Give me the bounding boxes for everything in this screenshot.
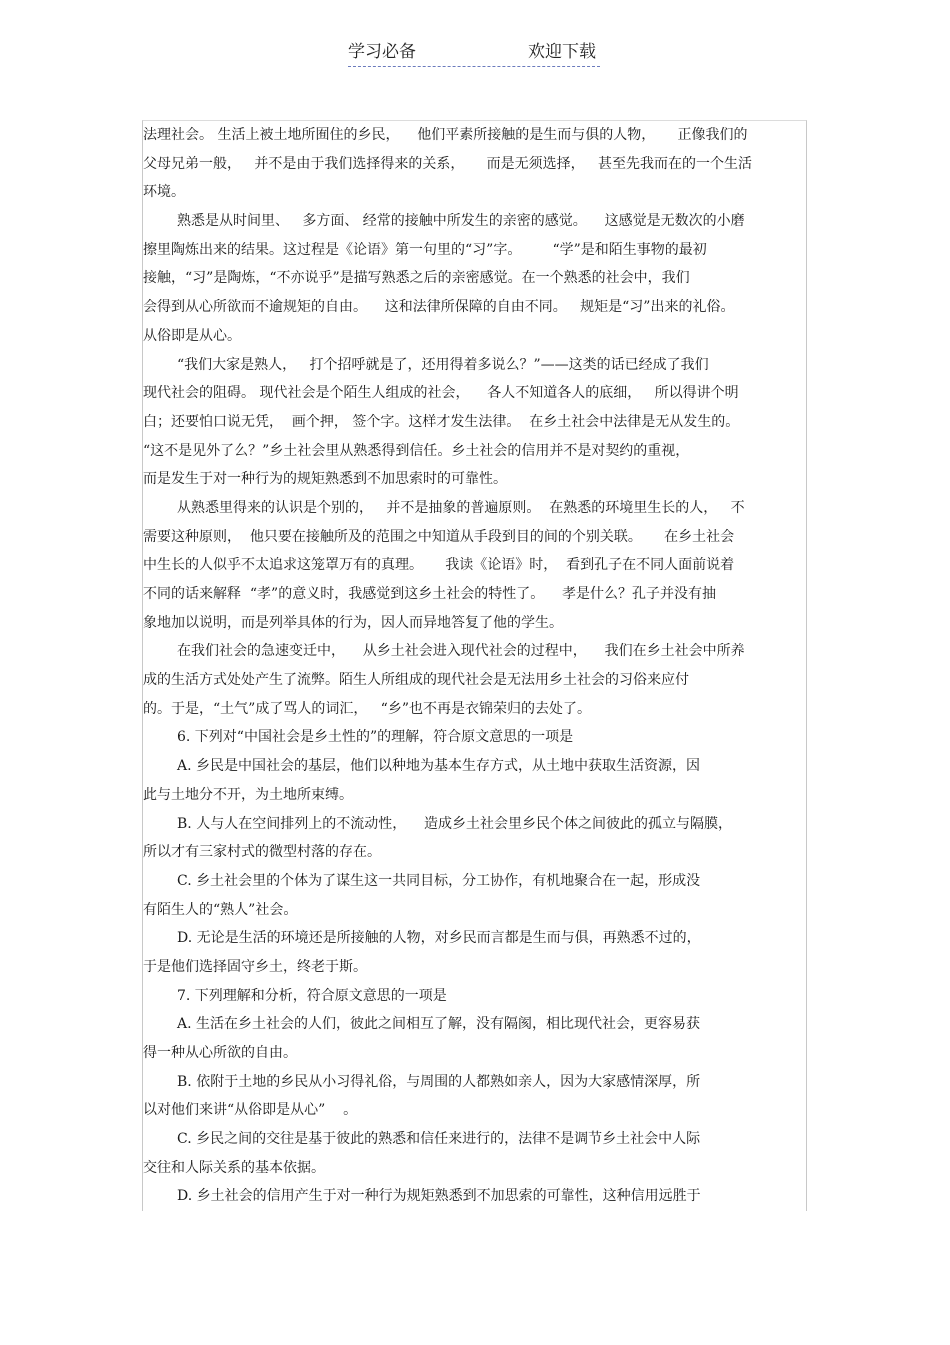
text-line: 所以才有三家村式的微型村落的存在。 <box>143 844 381 861</box>
text-line: C. 乡民之间的交往是基于彼此的熟悉和信任来进行的，法律不是调节乡土社会中人际 <box>177 1131 701 1148</box>
page-header <box>348 40 600 67</box>
text-line: D. 无论是生活的环境还是所接触的人物，对乡民而言都是生而与俱，再熟悉不过的， <box>177 930 701 947</box>
text-line: A. 乡民是中国社会的基层，他们以种地为基本生存方式，从土地中获取生活资源，因 <box>177 758 701 775</box>
document-body <box>143 121 807 1211</box>
text-line: 成的生活方式处处产生了流弊。陌生人所组成的现代社会是无法用乡土社会的习俗来应付 <box>143 672 689 689</box>
text-line: 需要这种原则， 他只要在接触所及的范围之中知道从手段到目的间的个别关联。 在乡土社会 <box>143 528 735 545</box>
text-line: 会得到从心所欲而不逾规矩的自由。 这和法律所保障的自由不同。 规矩是“习”出来的礼俗。 <box>143 299 735 316</box>
text-line: “这不是见外了么？”乡土社会里从熟悉得到信任。乡土社会的信用并不是对契约的重视， <box>143 442 690 459</box>
text-line: C. 乡土社会里的个体为了谋生这一共同目标，分工协作，有机地聚合在一起，形成没 <box>177 872 701 889</box>
text-line: 法理社会。 生活上被土地所囿住的乡民， 他们平素所接触的是生而与俱的人物， 正像我们的 <box>143 127 748 143</box>
header-left-text: 学习必备 <box>348 42 416 62</box>
text-line: 以对他们来讲“从俗即是从心” 。 <box>143 1102 358 1119</box>
text-line: 白；还要怕口说无凭， 画个押， 签个字。这样才发生法律。 在乡土社会中法律是无从发生的。 <box>143 413 740 430</box>
text-line: 有陌生人的“熟人”社会。 <box>143 901 298 918</box>
text-line: 不同的话来解释 “孝”的意义时，我感觉到这乡土社会的特性了。 孝是什么？孔子并没有抽 <box>143 586 717 602</box>
text-line: 7. 下列理解和分析，符合原文意思的一项是 <box>177 987 447 1004</box>
text-line: 父母兄弟一般， 并不是由于我们选择得来的关系， 而是无须选择， 甚至先我而在的一个生活 <box>143 155 752 172</box>
text-line: 擦里陶炼出来的结果。这过程是《论语》第一句里的“习”字。 “学”是和陌生事物的最初 <box>143 241 707 258</box>
text-line: 从熟悉里得来的认识是个别的， 并不是抽象的普遍原则。 在熟悉的环境里生长的人， 不 <box>177 499 745 516</box>
text-line: A. 生活在乡土社会的人们，彼此之间相互了解，没有隔阂，相比现代社会，更容易获 <box>177 1016 701 1033</box>
text-line: “我们大家是熟人， 打个招呼就是了，还用得着多说么？”——这类的话已经成了我们 <box>177 356 709 373</box>
text-line: D. 乡土社会的信用产生于对一种行为规矩熟悉到不加思索的可靠性，这种信用远胜于 <box>177 1188 701 1205</box>
text-line: 从俗即是从心。 <box>143 327 241 344</box>
text-line: 在我们社会的急速变迁中， 从乡土社会进入现代社会的过程中， 我们在乡土社会中所养 <box>177 643 745 660</box>
text-line: B. 依附于土地的乡民从小习得礼俗，与周围的人都熟如亲人，因为大家感情深厚，所 <box>177 1073 701 1090</box>
text-line: 熟悉是从时间里、 多方面、 经常的接触中所发生的亲密的感觉。 这感觉是无数次的小磨 <box>177 213 745 230</box>
text-line: 于是他们选择固守乡土，终老于斯。 <box>143 958 367 975</box>
text-line: 环境。 <box>143 184 185 201</box>
text-line: 中生长的人似乎不太追求这笼罩万有的真理。 我读《论语》时， 看到孔子在不同人面前说着 <box>143 557 735 574</box>
text-line: 现代社会的阻碍。 现代社会是个陌生人组成的社会， 各人不知道各人的底细， 所以得讲个明 <box>143 385 739 402</box>
text-line: B. 人与人在空间排列上的不流动性， 造成乡土社会里乡民个体之间彼此的孤立与隔膜， <box>177 815 732 832</box>
text-line: 此与土地分不开，为土地所束缚。 <box>143 786 353 803</box>
text-line: 交往和人际关系的基本依据。 <box>143 1159 325 1176</box>
text-line: 而是发生于对一种行为的规矩熟悉到不加思索时的可靠性。 <box>143 471 507 488</box>
text-line: 得一种从心所欲的自由。 <box>143 1045 297 1061</box>
text-line: 接触，“习”是陶炼，“不亦说乎”是描写熟悉之后的亲密感觉。在一个熟悉的社会中，我们 <box>143 270 690 287</box>
text-line: 象地加以说明，而是列举具体的行为，因人而异地答复了他的学生。 <box>143 614 563 631</box>
text-line: 的。于是，“土气”成了骂人的词汇， “乡”也不再是衣锦荣归的去处了。 <box>143 700 591 717</box>
header-right-text: 欢迎下载 <box>528 42 596 62</box>
text-line: 6. 下列对“中国社会是乡土性的”的理解，符合原文意思的一项是 <box>177 729 574 746</box>
